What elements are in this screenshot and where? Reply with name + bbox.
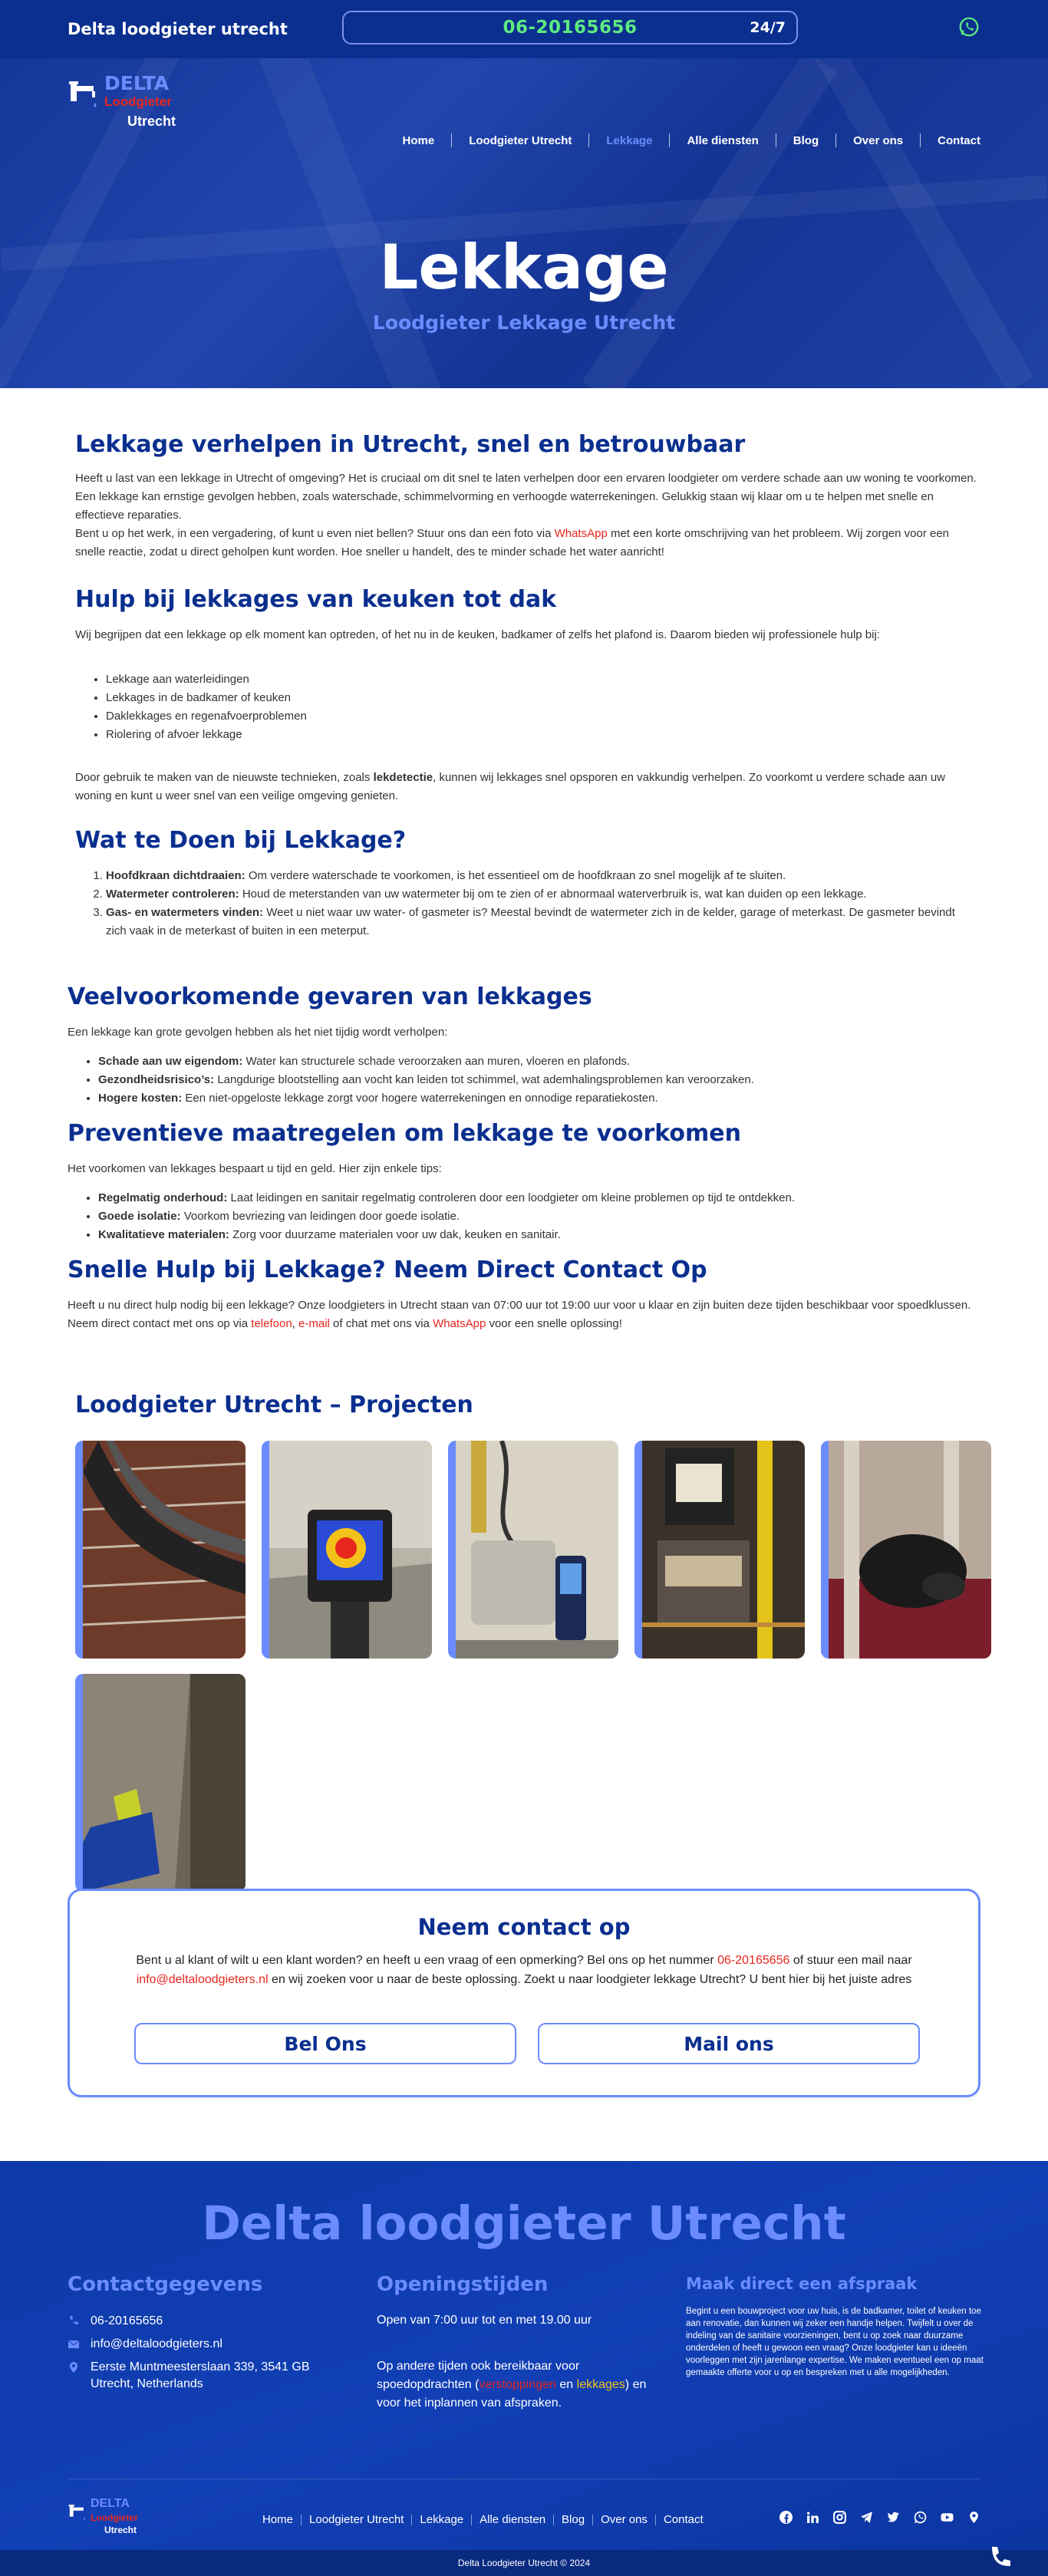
list-item: • Gezondheidsrisico’s: Langdurige blootstelling aan vocht kan leiden tot schimmel, wat ademhalingsproblemen kan veroorzaken. (98, 1071, 980, 1089)
footer-hours-heading: Openingstijden (377, 2273, 549, 2296)
top-bar-brand: Delta loodgieter utrecht (68, 20, 288, 38)
project-image-gas-meter[interactable] (448, 1441, 618, 1659)
list-item: • Regelmatig onderhoud: Laat leidingen en sanitair regelmatig controleren door een loodgieter om kleine problemen op tijd te ontdekken. (98, 1189, 980, 1207)
footer-email[interactable]: info@deltaloodgieters.nl (68, 2336, 222, 2353)
list-item: 3. Gas- en watermeters vinden: Weet u niet waar uw water- of gasmeter is? Meestal bevindt de watermeter zich in de kelder, garage of meterkast. De gasmeter bevindt zich vaak in de meterkast of buiten in een meterput. (106, 904, 973, 940)
logo-line-1: DELTA (104, 72, 170, 94)
hero-subtitle: Loodgieter Lekkage Utrecht (372, 311, 676, 334)
list-item: 1. Hoofdkraan dichtdraaien: Om verdere waterschade te voorkomen, is het essentieel om de hoofdkraan zo snel mogelijk af te sluiten. (106, 867, 973, 885)
nav-contact[interactable]: Contact (938, 133, 980, 147)
email-icon (68, 2338, 80, 2350)
list-item: • Goede isolatie: Voorkom bevriezing van leidingen door goede isolatie. (98, 1207, 980, 1226)
nav-home[interactable]: Home (402, 133, 435, 147)
lekkages-link[interactable]: lekkages (576, 2378, 625, 2391)
section-heading: Hulp bij lekkages van keuken tot dak (75, 586, 557, 613)
phone-number[interactable]: 06-20165656 (503, 18, 638, 38)
footer (0, 2161, 1048, 2576)
verstoppingen-link[interactable]: verstoppingen (479, 2378, 556, 2391)
paragraph: Een lekkage kan grote gevolgen hebben als het niet tijdig wordt verholpen: (68, 1026, 448, 1039)
footer-nav-home[interactable]: Home (262, 2513, 294, 2526)
mail-button[interactable]: Mail ons (538, 2023, 920, 2064)
footer-nav-over-ons[interactable]: Over ons (601, 2513, 648, 2526)
phone-pill[interactable] (342, 11, 798, 44)
list-item: • Kwalitatieve materialen: Zorg voor duurzame materialen voor uw dak, keuken en sanitair. (98, 1226, 980, 1244)
copyright-text: Delta Loodgieter Utrecht © 2024 (457, 2558, 591, 2568)
project-image-floor-boot[interactable] (75, 1674, 246, 1892)
call-button[interactable]: Bel Ons (134, 2023, 516, 2064)
footer-hours-text: Open van 7:00 uur tot en met 19.00 uur (377, 2314, 592, 2327)
list-item: • Schade aan uw eigendom: Water kan structurele schade veroorzaken aan muren, vloeren en plafonds. (98, 1052, 980, 1071)
nav-over-ons[interactable]: Over ons (853, 133, 904, 147)
footer-logo-line-1: DELTA (91, 2497, 130, 2510)
list-item: • Hogere kosten: Een niet-opgeloste lekkage zorgt voor hogere waterrekeningen en onnodige reparatiekosten. (98, 1089, 980, 1108)
footer-nav-contact[interactable]: Contact (663, 2513, 704, 2526)
footer-nav-loodgieter-utrecht[interactable]: Loodgieter Utrecht (309, 2513, 404, 2526)
whatsapp-link[interactable]: WhatsApp (554, 527, 608, 540)
footer-contact-heading: Contactgegevens (68, 2273, 263, 2296)
location-icon (68, 2361, 80, 2373)
list-item: • Lekkage aan waterleidingen (106, 670, 873, 689)
twitter-icon[interactable] (887, 2511, 900, 2524)
footer-urgent-text: Op andere tijden ook bereikbaar voor spoedopdrachten (verstoppingen en lekkages) en voor het inplannen van afspraken. (377, 2360, 647, 2410)
list-item: 2. Watermeter controleren: Houd de meterstanden van uw watermeter bij om te zien of er abnormaal waterverbruik is, wat kan duiden op een lekkage. (106, 885, 973, 904)
logo-line-3: Utrecht (127, 114, 176, 129)
instagram-icon[interactable] (833, 2511, 846, 2524)
logo-line-2: Loodgieter (104, 94, 172, 109)
section-heading: Wat te Doen bij Lekkage? (75, 827, 407, 854)
paragraph: Heeft u last van een lekkage in Utrecht of omgeving? Het is cruciaal om dit snel te laten verhelpen door een ervaren loodgieter om verdere schade aan uw woning te voorkomen. Een lekkage kan ernstige gevolgen hebben, zoals waterschade, schimmelvorming en verhoogde waterrekeningen. Gelukkig staan wij klaar om u te helpen met snelle en effectieve reparaties. Bent u op het werk, in een vergadering, of kunt u even niet bellen? Stuur ons dan een foto via WhatsApp met een korte omschrijving van het probleem. Wij zorgen voor een snelle reactie, zodat u direct geholpen kunt worden. Hoe sneller u handelt, des te minder schade het water aanricht! (75, 472, 977, 558)
contact-email-link[interactable]: info@deltaloodgieters.nl (136, 1973, 269, 1986)
projects-heading: Loodgieter Utrecht – Projecten (75, 1392, 473, 1418)
footer-appointment-heading: Maak direct een afspraak (686, 2275, 918, 2293)
hours-badge: 24/7 (750, 19, 786, 36)
contact-phone-link[interactable]: 06-20165656 (717, 1954, 790, 1967)
nav-blog[interactable]: Blog (793, 133, 819, 147)
site-logo[interactable] (68, 69, 198, 138)
main-nav (386, 133, 980, 147)
social-links (779, 2511, 980, 2524)
linkedin-icon[interactable] (806, 2511, 819, 2524)
top-bar (0, 0, 1048, 58)
risk-list (98, 1052, 980, 1108)
location-icon[interactable] (967, 2511, 980, 2524)
contact-text: Bent u al klant of wilt u een klant worden? en heeft u een vraag of een opmerking? Bel ons op het nummer 06-20165656 of stuur een mail naar info@deltaloodgieters.nl en wij zoeken voor u naar de beste oplossing. Zoekt u naar loodgieter lekkage Utrecht? U bent hier bij het juiste adres (136, 1954, 912, 1986)
footer-logo[interactable] (68, 2497, 152, 2540)
paragraph: Het voorkomen van lekkages bespaart u tijd en geld. Hier zijn enkele tips: (68, 1162, 442, 1175)
paragraph: Wij begrijpen dat een lekkage op elk moment kan optreden, of het nu in de keuken, badkamer of zelfs het plafond is. Daarom bieden wij professionele hulp bij: (75, 628, 880, 641)
section-heading: Snelle Hulp bij Lekkage? Neem Direct Contact Op (68, 1257, 707, 1283)
nav-alle-diensten[interactable]: Alle diensten (687, 133, 759, 147)
steps-list (106, 867, 973, 940)
hero-title: Lekkage (379, 232, 669, 303)
service-list (106, 670, 873, 744)
nav-lekkage[interactable]: Lekkage (606, 133, 653, 147)
contact-heading: Neem contact op (417, 1914, 631, 1940)
section-heading: Veelvoorkomende gevaren van lekkages (68, 983, 592, 1010)
copyright-bar (0, 2550, 1048, 2576)
telegram-icon[interactable] (860, 2511, 873, 2524)
phone-icon (68, 2315, 80, 2327)
whatsapp-link[interactable]: WhatsApp (433, 1317, 486, 1330)
project-image-brick-pipes[interactable] (75, 1441, 246, 1659)
list-item: • Riolering of afvoer lekkage (106, 726, 873, 744)
paragraph: Door gebruik te maken van de nieuwste technieken, zoals lekdetectie, kunnen wij lekkages snel opsporen en vakkundig verhelpen. Zo voorkomt u verdere schade aan uw woning en kunt u weer snel van een veilige omgeving genieten. (75, 771, 946, 802)
footer-nav-blog[interactable]: Blog (562, 2513, 585, 2526)
contact-box (68, 1889, 980, 2097)
footer-nav-alle-diensten[interactable]: Alle diensten (480, 2513, 546, 2526)
footer-appointment-text: Begint u een bouwproject voor uw huis, is de badkamer, toilet of keuken toe aan renovatie, dan kunnen wij zeker een handje helpen. Twijfelt u over de indeling van de sanitaire voorzieningen, bent u op zoek naar duurzame onderdelen of heeft u gewoon een vraag? Onze loodgieter kan u ideeën voorleggen met zijn jarenlange expertise. We maken eventueel een op maat gemaakte offerte voor u op en bespreken met u alle mogelijkheden. (686, 2307, 984, 2377)
list-item: • Lekkages in de badkamer of keuken (106, 689, 873, 707)
project-image-pipe-repair[interactable] (821, 1441, 991, 1659)
phone-link[interactable]: telefoon (251, 1317, 292, 1330)
whatsapp-icon[interactable] (914, 2511, 927, 2524)
email-link[interactable]: e-mail (298, 1317, 330, 1330)
footer-nav-lekkage[interactable]: Lekkage (420, 2513, 464, 2526)
footer-nav (255, 2513, 711, 2526)
project-image-meter-cupboard[interactable] (634, 1441, 805, 1659)
nav-loodgieter-utrecht[interactable]: Loodgieter Utrecht (469, 133, 572, 147)
footer-logo-line-3: Utrecht (104, 2525, 137, 2535)
footer-address: Eerste Muntmeesterslaan 339, 3541 GB Utrecht, Netherlands (68, 2359, 328, 2393)
section-heading: Preventieve maatregelen om lekkage te voorkomen (68, 1120, 741, 1147)
facebook-icon[interactable] (779, 2511, 793, 2524)
faucet-icon (68, 74, 100, 112)
faucet-icon (68, 2500, 87, 2523)
phone-icon[interactable] (984, 2542, 1015, 2573)
hero (0, 58, 1048, 388)
paragraph: Heeft u nu direct hulp nodig bij een lekkage? Onze loodgieters in Utrecht staan van 07:00 uur tot 19:00 uur voor u klaar en zijn buiten deze tijden beschikbaar voor spoedklussen. Neem direct contact met ons op via telefoon, e-mail of chat met ons via WhatsApp voor een snelle oplossing! (68, 1299, 971, 1330)
youtube-icon[interactable] (941, 2511, 954, 2524)
project-image-thermal-camera[interactable] (262, 1441, 432, 1659)
whatsapp-icon[interactable] (957, 15, 980, 38)
footer-phone[interactable]: 06-20165656 (68, 2313, 163, 2330)
footer-title: Delta loodgieter Utrecht (202, 2196, 846, 2251)
section-heading: Lekkage verhelpen in Utrecht, snel en betrouwbaar (75, 431, 746, 458)
footer-logo-line-2: Loodgieter (91, 2512, 138, 2523)
tips-list (98, 1189, 980, 1244)
list-item: • Daklekkages en regenafvoerproblemen (106, 707, 873, 726)
